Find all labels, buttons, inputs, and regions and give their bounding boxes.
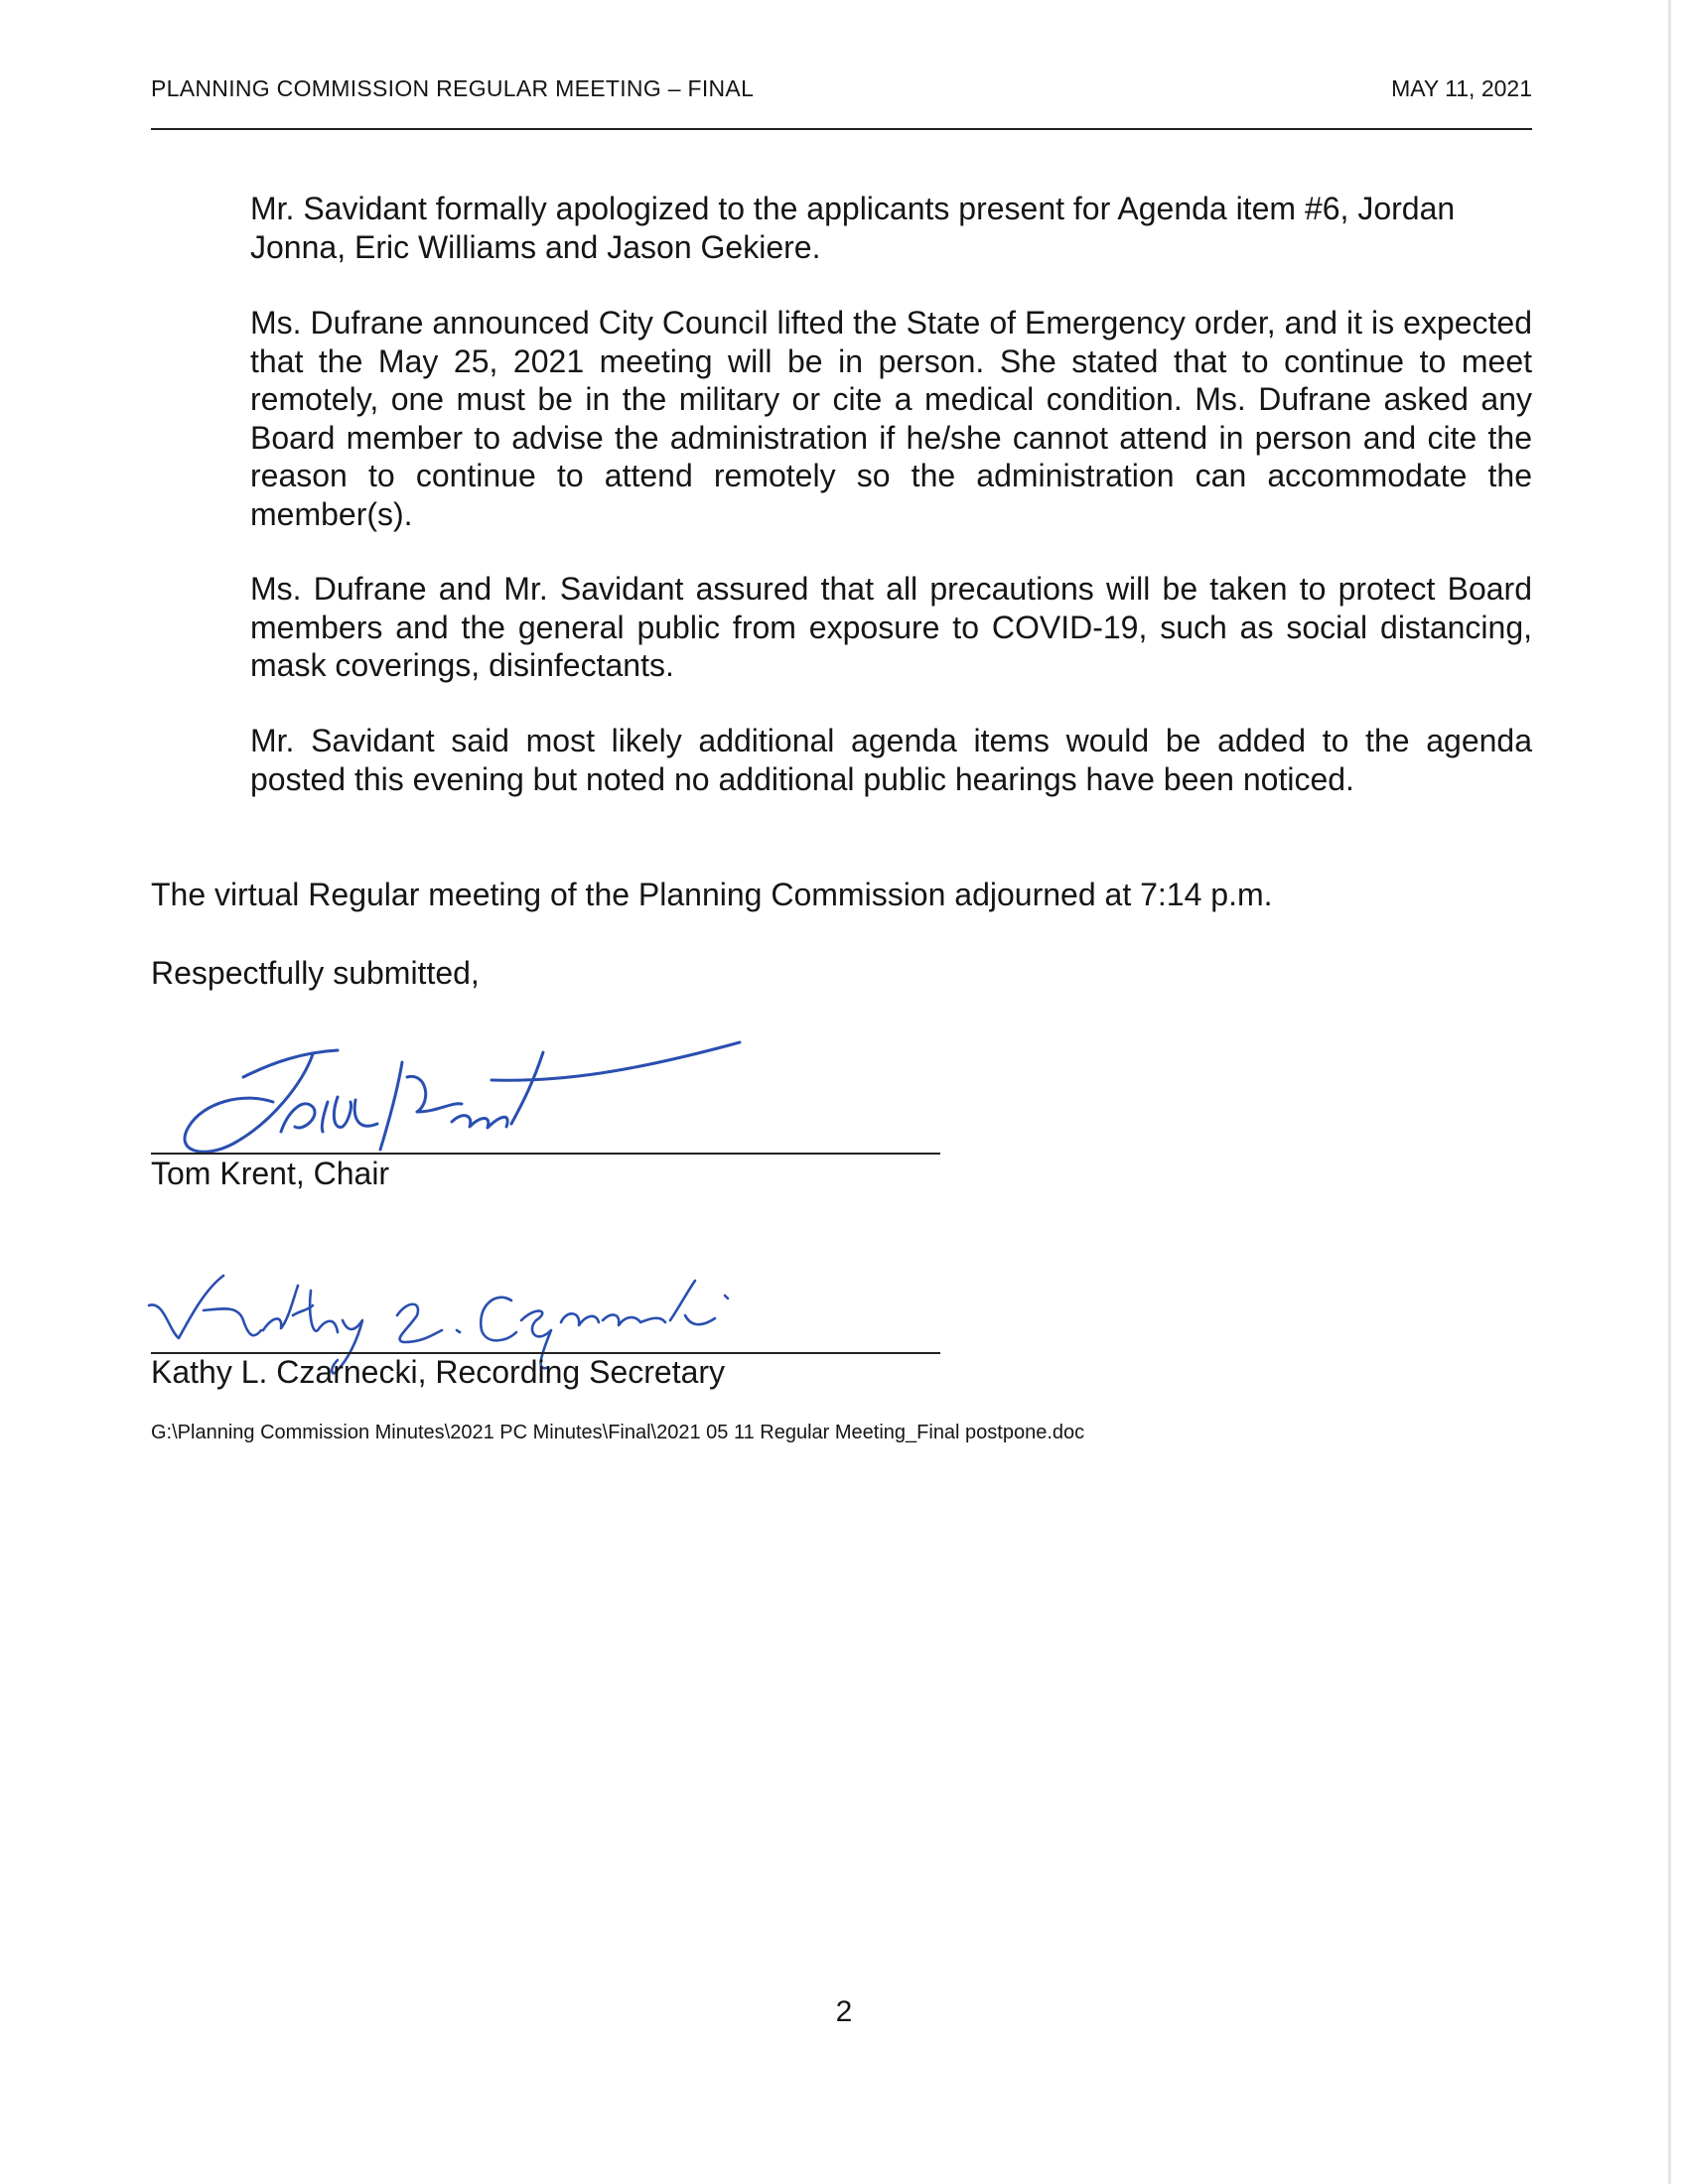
page-edge — [1668, 0, 1671, 2184]
adjournment-statement: The virtual Regular meeting of the Planning Commission adjourned at 7:14 p.m. — [151, 877, 1273, 912]
header-date: MAY 11, 2021 — [1391, 75, 1532, 101]
paragraph-state-of-emergency: Ms. Dufrane announced City Council lifted the State of Emergency order, and it is expected that the May 25, 2021 meeting will be in person. She stated that to continue to meet remotely, one must be in the military or cite a medical condition. Ms. Dufrane asked any Board member to advise the administration if he/she cannot attend in person and cite the reason to continue to attend remotely so the administration can accommodate the member(s). — [250, 305, 1532, 532]
chair-signature — [164, 1032, 760, 1161]
paragraph-precautions: Ms. Dufrane and Mr. Savidant assured that all precautions will be taken to protect Board members and the general public from exposure to COVID-19, such as social distancing, mask coverings, disinfectants. — [250, 571, 1532, 683]
chair-name: Tom Krent, Chair — [151, 1156, 390, 1191]
file-path-footer: G:\Planning Commission Minutes\2021 PC Minutes\Final\2021 05 11 Regular Meeting_Final postpone.doc — [151, 1422, 1085, 1443]
chair-signature-line — [151, 1153, 940, 1155]
header-divider — [151, 128, 1532, 130]
page-number: 2 — [835, 1995, 853, 2028]
paragraph-apology: Mr. Savidant formally apologized to the applicants present for Agenda item #6, Jordan Jonna, Eric Williams and Jason Gekiere. — [250, 191, 1456, 265]
closing-salutation: Respectfully submitted, — [151, 955, 480, 991]
paragraph-agenda-items: Mr. Savidant said most likely additional agenda items would be added to the agenda posted this evening but noted no additional public hearings have been noticed. — [250, 723, 1532, 797]
header-title: PLANNING COMMISSION REGULAR MEETING – FINAL — [151, 75, 755, 101]
secretary-name: Kathy L. Czarnecki, Recording Secretary — [151, 1354, 726, 1390]
